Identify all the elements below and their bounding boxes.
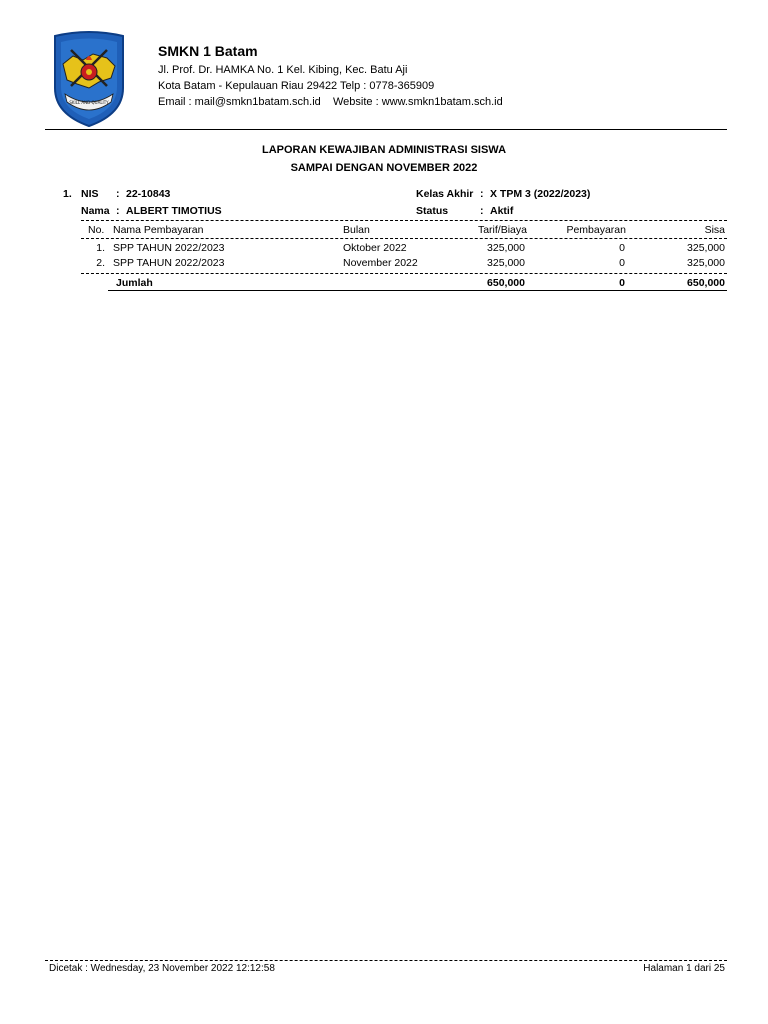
page-number: Halaman 1 dari 25	[643, 963, 725, 974]
nis-value: 22-10843	[126, 188, 171, 200]
school-logo	[51, 30, 127, 128]
header-bottom-rule	[81, 238, 727, 239]
table-top-rule	[81, 220, 727, 221]
row-payment: 0	[619, 257, 625, 269]
contact-line: Email : mail@smkn1batam.sch.id Website : www.smkn1batam.sch.id	[158, 96, 503, 108]
class-value: X TPM 3 (2022/2023)	[490, 188, 591, 200]
total-payment: 0	[619, 277, 625, 289]
status-value: Aktif	[490, 205, 514, 217]
address-line-1: Jl. Prof. Dr. HAMKA No. 1 Kel. Kibing, Kec. Batu Aji	[158, 64, 408, 76]
header-name: Nama Pembayaran	[113, 224, 204, 236]
row-fee: 325,000	[487, 257, 525, 269]
report-subtitle: SAMPAI DENGAN NOVEMBER 2022	[290, 162, 478, 174]
row-fee: 325,000	[487, 242, 525, 254]
status-separator: :	[480, 205, 484, 217]
school-name: SMKN 1 Batam	[158, 43, 258, 59]
total-label: Jumlah	[116, 277, 153, 289]
class-label: Kelas Akhir	[416, 188, 474, 200]
header-no: No.	[88, 224, 105, 236]
row-name: SPP TAHUN 2022/2023	[113, 242, 225, 254]
total-fee: 650,000	[487, 277, 525, 289]
row-balance: 325,000	[687, 257, 725, 269]
name-value: ALBERT TIMOTIUS	[126, 205, 222, 217]
total-top-rule	[81, 273, 727, 274]
row-month: Oktober 2022	[343, 242, 407, 254]
print-timestamp: Dicetak : Wednesday, 23 November 2022 12:12:58	[49, 963, 275, 974]
nis-label: NIS	[81, 188, 99, 200]
header-month: Bulan	[343, 224, 370, 236]
student-index: 1.	[63, 188, 72, 200]
row-balance: 325,000	[687, 242, 725, 254]
row-payment: 0	[619, 242, 625, 254]
name-label: Nama	[81, 205, 110, 217]
header-payment: Pembayaran	[566, 224, 626, 236]
row-month: November 2022	[343, 257, 418, 269]
name-separator: :	[116, 205, 120, 217]
class-separator: :	[480, 188, 484, 200]
header-balance: Sisa	[704, 224, 725, 236]
header-fee: Tarif/Biaya	[477, 224, 527, 236]
address-line-2: Kota Batam - Kepulauan Riau 29422 Telp : 0778-365909	[158, 80, 435, 92]
row-no: 2.	[96, 257, 105, 269]
total-balance: 650,000	[687, 277, 725, 289]
header-divider	[45, 129, 727, 130]
row-no: 1.	[96, 242, 105, 254]
logo-ribbon-text: SKILL AND QUALITY	[69, 100, 109, 105]
total-bottom-rule	[108, 290, 727, 291]
status-label: Status	[416, 205, 449, 217]
report-title: LAPORAN KEWAJIBAN ADMINISTRASI SISWA	[261, 144, 507, 156]
row-name: SPP TAHUN 2022/2023	[113, 257, 225, 269]
nis-separator: :	[116, 188, 120, 200]
footer-divider	[45, 960, 727, 961]
